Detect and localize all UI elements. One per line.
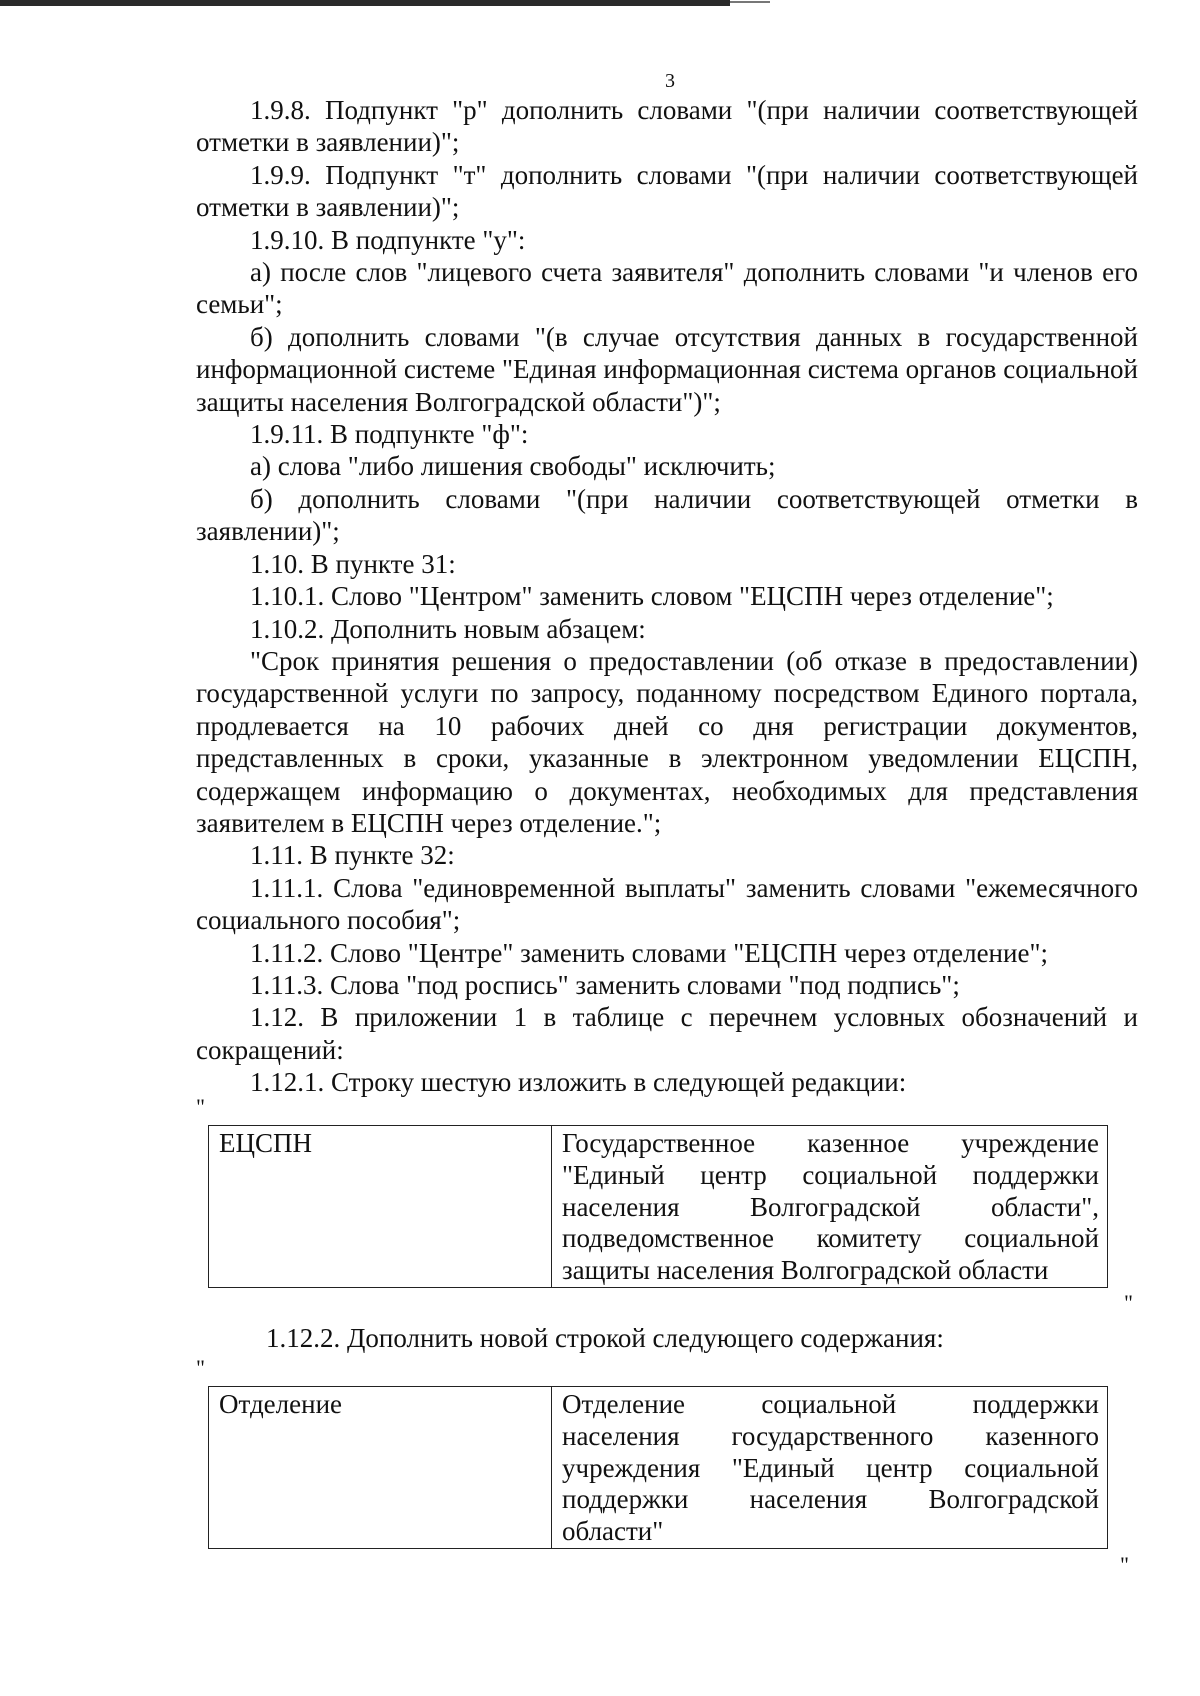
document-body — [196, 94, 1138, 1099]
paragraph: 1.11. В пункте 32: — [250, 840, 455, 871]
paragraph: а) после слов "лицевого счета заявителя" дополнить словами "и членов его семьи"; — [196, 257, 1138, 320]
closing-quote-mark: " — [1120, 1552, 1129, 1577]
paragraph: 1.11.3. Слова "под роспись" заменить словами "под подпись"; — [250, 969, 960, 1000]
table-term: Отделение — [209, 1387, 552, 1549]
paragraph: 1.9.9. Подпункт "т" дополнить словами "(при наличии соответствующей отметки в заявлении)"; — [196, 159, 1138, 223]
paragraph: 1.10. В пункте 31: — [250, 548, 456, 579]
paragraph: 1.12. В приложении 1 в таблице с перечнем условных обозначений и сокращений: — [196, 1002, 1138, 1065]
paragraph: 1.10.2. Дополнить новым абзацем: — [250, 613, 646, 644]
paragraph: 1.11.1. Слова "единовременной выплаты" заменить словами "ежемесячного социального пособия"; — [196, 872, 1138, 936]
paragraph: 1.10.1. Слово "Центром" заменить словом "ЕЦСПН через отделение"; — [250, 581, 1054, 612]
paragraph: 1.9.11. В подпункте "ф": — [250, 419, 529, 450]
closing-quote-mark: " — [1124, 1290, 1133, 1315]
paragraph: а) слова "либо лишения свободы" исключить; — [250, 451, 776, 482]
scan-edge-mark — [0, 0, 730, 6]
abbreviation-table-row-otdelenie — [208, 1386, 1108, 1549]
opening-quote-mark: " — [196, 1355, 205, 1380]
abbreviation-table-row-ecspn — [208, 1125, 1108, 1288]
page-number: 3 — [665, 70, 675, 92]
paragraph: 1.11.2. Слово "Центре" заменить словами "ЕЦСПН через отделение"; — [250, 937, 1048, 968]
paragraph: 1.9.8. Подпункт "р" дополнить словами "(при наличии соответствующей отметки в заявлении)"; — [196, 95, 1138, 158]
paragraph: 1.9.10. В подпункте "у": — [250, 224, 526, 255]
paragraph: б) дополнить словами "(в случае отсутствия данных в государственной информационной системе "Единая информационная система органов социальной защиты населения Волгоградской области")"; — [196, 321, 1138, 417]
opening-quote-mark: " — [196, 1094, 205, 1119]
paragraph: "Срок принятия решения о предоставлении (об отказе в предоставлении) государственной услуги по запросу, поданному посредством Единого портала, продлевается на 10 рабочих дней со дня регистрации документов, представленных в сроки, указанные в электронном уведомлении ЕЦСПН, содержащем информацию о документах, необходимых для представления заявителем в ЕЦСПН через отделение."; — [196, 645, 1138, 838]
paragraph: 1.12.1. Строку шестую изложить в следующей редакции: — [250, 1067, 907, 1098]
table-definition: Отделение социальной поддержки населения государственного казенного учреждения "Единый центр социальной поддержки населения Волгоградской области" — [552, 1387, 1108, 1549]
paragraph: б) дополнить словами "(при наличии соответствующей отметки в заявлении)"; — [196, 483, 1138, 547]
paragraph: 1.12.2. Дополнить новой строкой следующего содержания: — [266, 1323, 944, 1353]
table-definition: Государственное казенное учреждение "Единый центр социальной поддержки населения Волгоградской области", подведомственное комитету социальной защиты населения Волгоградской области — [552, 1126, 1108, 1288]
scan-edge-mark-thin — [730, 1, 770, 3]
table-term: ЕЦСПН — [209, 1126, 552, 1288]
